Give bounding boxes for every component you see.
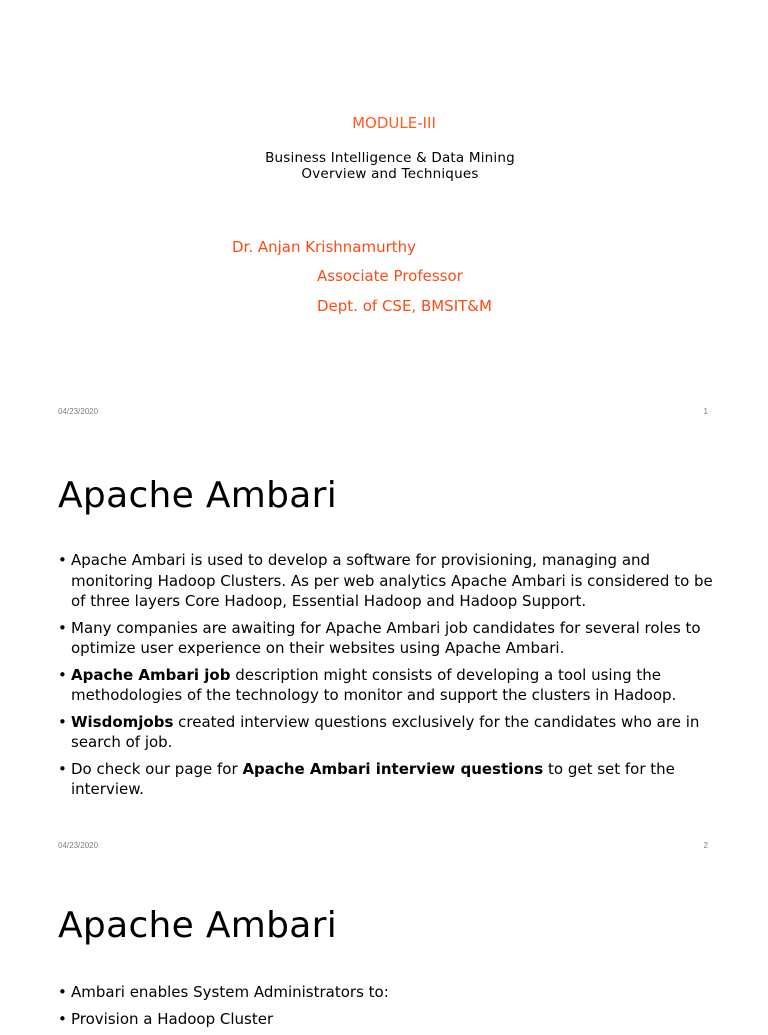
- author-title: Associate Professor: [317, 267, 463, 285]
- slide-title: Apache Ambari: [58, 475, 338, 516]
- module-label: MODULE-III: [352, 114, 436, 132]
- page-number: 1: [703, 407, 708, 416]
- footer-date: 04/23/2020: [58, 407, 99, 416]
- bullet-item: • Provision a Hadoop Cluster: [58, 1009, 718, 1030]
- author-name: Dr. Anjan Krishnamurthy: [232, 238, 417, 256]
- bullet-item: • Apache Ambari is used to develop a software for provisioning, managing and monitoring Hadoop Clusters. As per web analytics Apache Ambari is considered to be of three layers Core Hadoop, Essential Hadoop and Hadoop Support.: [58, 550, 718, 612]
- content-slide: [0, 855, 768, 1028]
- footer-date: 04/23/2020: [58, 841, 99, 850]
- author-dept: Dept. of CSE, BMSIT&M: [317, 297, 492, 315]
- bullet-item: • Wisdomjobs created interview questions exclusively for the candidates who are in search of job.: [58, 712, 718, 753]
- bullet-item: • Apache Ambari job description might consists of developing a tool using the methodologies of the technology to monitor and support the clusters in Hadoop.: [58, 665, 718, 706]
- title-slide: [0, 0, 768, 430]
- subtitle-line-2: Overview and Techniques: [301, 166, 479, 182]
- bullet-item: • Many companies are awaiting for Apache Ambari job candidates for several roles to optimize user experience on their websites using Apache Ambari.: [58, 618, 718, 659]
- subtitle-line-1: Business Intelligence & Data Mining: [265, 150, 515, 166]
- content-slide: [0, 430, 768, 855]
- page-number: 2: [703, 841, 708, 850]
- bullet-item: • Ambari enables System Administrators to:: [58, 982, 718, 1003]
- bullet-item: • Do check our page for Apache Ambari interview questions to get set for the interview.: [58, 759, 718, 800]
- bullet-list: [58, 982, 718, 1035]
- slide-subtitle: [0, 150, 768, 182]
- slide-title: Apache Ambari: [58, 905, 338, 946]
- bullet-list: [58, 550, 718, 806]
